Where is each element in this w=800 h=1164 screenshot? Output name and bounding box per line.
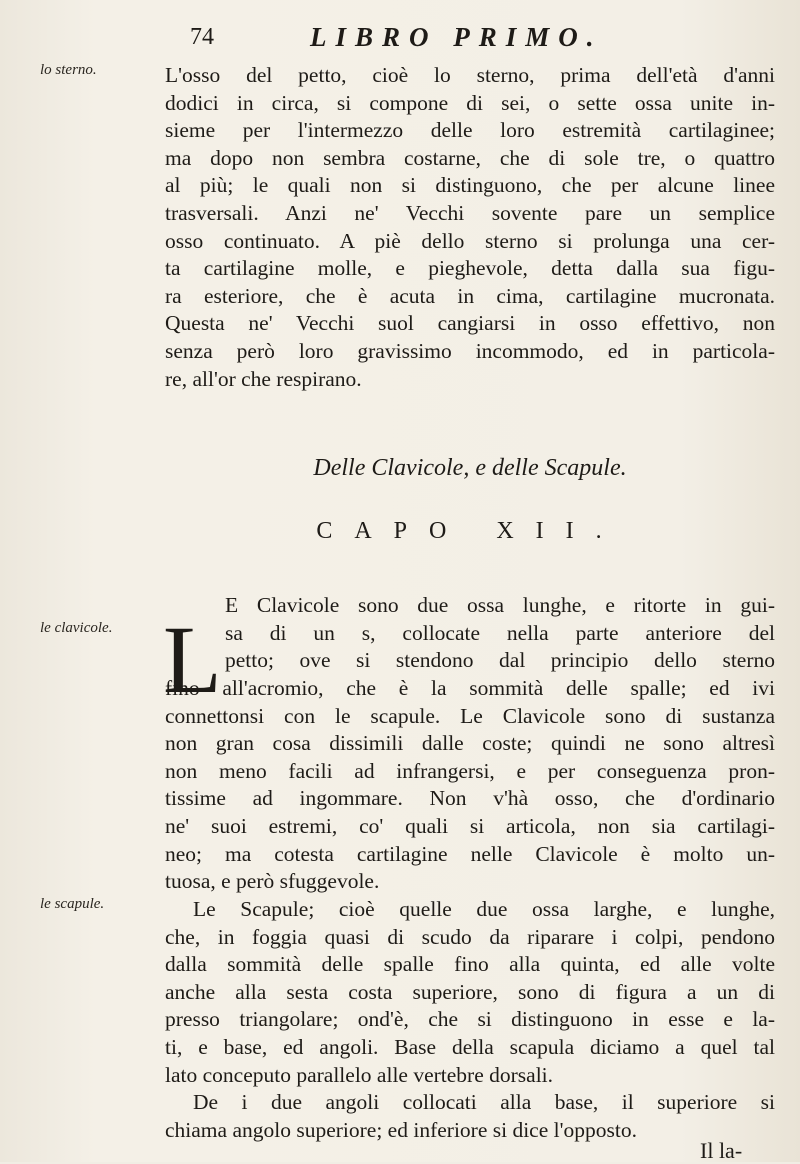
text-line: Le Scapule; cioè quelle due ossa larghe, e lunghe,	[193, 897, 775, 921]
text-line: tuosa, e però sfuggevole.	[165, 869, 380, 894]
text-line: Questa ne' Vecchi suol cangiarsi in osso effettivo, non	[165, 311, 775, 336]
text-line: senza però loro gravissimo incommodo, ed in particola-	[165, 338, 775, 363]
text-line: ra esteriore, che è acuta in cima, cartilagine mucronata.	[165, 283, 775, 308]
margin-note-scapule: le scapule.	[40, 896, 105, 912]
text-line: al più; le quali non si distinguono, che per alcune linee	[165, 173, 775, 198]
drop-cap: L	[163, 606, 222, 713]
page-number: 74	[190, 24, 214, 50]
chapter-number: CAPO XII.	[316, 518, 624, 544]
text-line: chiama angolo superiore; ed inferiore si dice l'opposto.	[165, 1117, 637, 1142]
text-line: ta cartilagine molle, e pieghevole, detta dalla sua figu-	[165, 256, 775, 281]
text-line: dodici in circa, si compone di sei, o sette ossa unite in-	[165, 90, 775, 115]
section-heading: Delle Clavicole, e delle Scapule.	[313, 455, 627, 481]
catchword: Il la-	[700, 1138, 743, 1163]
text-line: neo; ma cotesta cartilagine nelle Clavicole è molto un-	[165, 841, 775, 866]
paragraph-sterno	[165, 62, 775, 393]
text-line: non meno facili ad infrangersi, e per conseguenza pron-	[165, 758, 775, 783]
text-line: E Clavicole sono due ossa lunghe, e ritorte in gui-	[225, 593, 775, 617]
text-line: lato conceputo parallelo alle vertebre dorsali.	[165, 1062, 554, 1087]
page-header	[190, 20, 790, 56]
text-line: osso continuato. A piè dello sterno si prolunga una cer-	[165, 228, 775, 253]
text-line: dalla sommità delle spalle fino alla quinta, ed alle volte	[165, 952, 775, 977]
margin-note-clavicole: le clavicole.	[40, 620, 113, 636]
text-line: ne' suoi estremi, co' quali si articola, non sia cartilagi-	[165, 813, 775, 838]
text-line: sa di un s, collocate nella parte anteriore del	[225, 620, 775, 645]
text-line: che, in foggia quasi di scudo da riparare i colpi, pendono	[165, 924, 775, 949]
paragraph-angoli	[165, 1089, 775, 1145]
text-line: non gran cosa dissimili dalle coste; quindi ne sono altresì	[165, 731, 775, 756]
text-line: anche alla sesta costa superiore, sono di figura a un di	[165, 979, 775, 1004]
text-line: sieme per l'intermezzo delle loro estremità cartilaginee;	[165, 118, 775, 143]
text-line: presso triangolare; ond'è, che si distinguono in esse e la-	[165, 1007, 775, 1032]
text-line: trasversali. Anzi ne' Vecchi sovente pare un semplice	[165, 200, 775, 225]
paragraph-scapule	[165, 896, 775, 1089]
paragraph-clavicole	[165, 675, 775, 896]
text-line: tissime ad ingommare. Non v'hà osso, che d'ordinario	[165, 786, 775, 811]
text-line: L'osso del petto, cioè lo sterno, prima dell'età d'anni	[165, 63, 775, 87]
text-line: petto; ove si stendono dal principio dello sterno	[225, 648, 775, 673]
text-line: ti, e base, ed angoli. Base della scapula diciamo a quel tal	[165, 1034, 775, 1059]
text-line: ma dopo non sembra costarne, che di sole tre, o quattro	[165, 145, 775, 170]
text-line: connettonsi con le scapule. Le Clavicole sono di sustanza	[165, 703, 775, 728]
text-line: fino all'acromio, che è la sommità delle spalle; ed ivi	[165, 676, 775, 700]
running-title: LIBRO PRIMO.	[310, 22, 603, 52]
text-line: De i due angoli collocati alla base, il superiore si	[193, 1090, 775, 1114]
margin-note-sterno: lo sterno.	[40, 62, 97, 78]
text-line: re, all'or che respirano.	[165, 366, 362, 391]
paragraph-clavicole-opening	[225, 592, 775, 675]
